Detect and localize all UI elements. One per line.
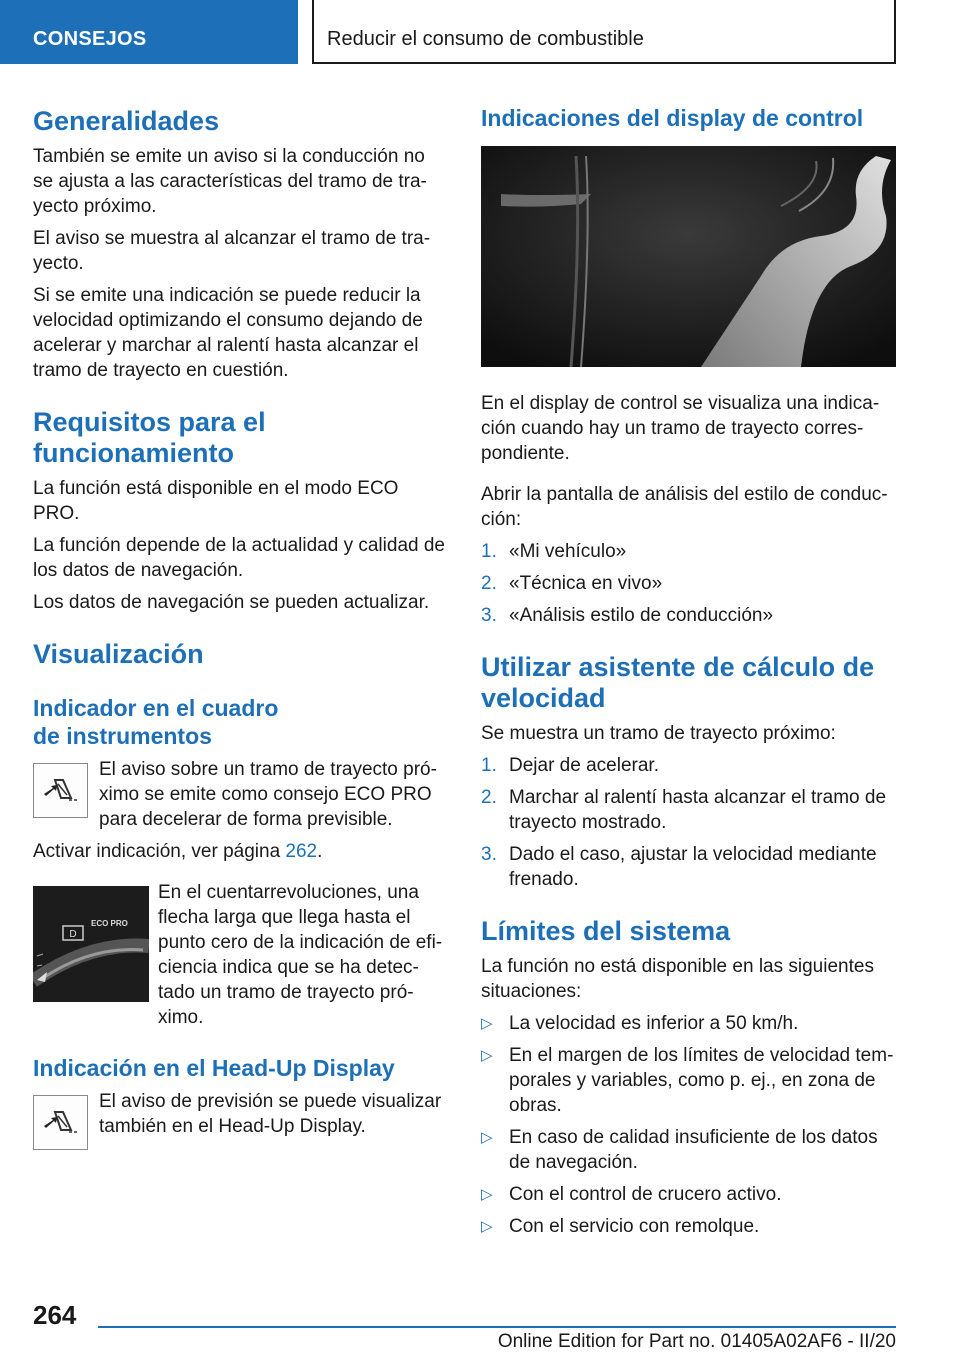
tachometer-mode-label: ECO PRO <box>91 919 128 928</box>
list-item <box>481 1125 896 1175</box>
footer-divider <box>98 1326 896 1328</box>
tachometer-note <box>33 880 446 1030</box>
step-number: 3. <box>481 844 497 865</box>
heading-indicaciones-display: Indicaciones del display de control <box>481 105 864 131</box>
triangle-bullet-icon: ▷ <box>481 1129 493 1146</box>
step-text: «Mi vehículo» <box>509 541 627 562</box>
step-number: 3. <box>481 605 497 626</box>
paragraph: La función depende de la actualidad y calidad de los datos de navegación. <box>33 535 445 581</box>
paragraph: Se muestra un tramo de trayecto próximo: <box>481 723 836 744</box>
step-number: 1. <box>481 541 497 562</box>
activar-reference <box>33 839 446 864</box>
tachometer-gear-label: D <box>69 929 77 940</box>
list-item <box>481 785 896 835</box>
paragraph: También se emite un aviso si la conducción no se ajusta a las características del tramo de tra-yecto próximo. <box>33 146 427 217</box>
heading-limites-sistema: Límites del sistema <box>481 916 731 946</box>
heading-visualizacion: Visualización <box>33 639 204 669</box>
triangle-bullet-icon: ▷ <box>481 1186 493 1203</box>
step-number: 1. <box>481 755 497 776</box>
menu-steps-list <box>481 539 896 628</box>
list-item <box>481 1011 896 1036</box>
list-item <box>481 1214 896 1239</box>
list-item <box>481 571 896 596</box>
paragraph: El aviso de previsión se puede visualizar también en el Head-Up Display. <box>99 1091 442 1137</box>
paragraph: En el cuentarrevoluciones, una flecha larga que llega hasta el punto cero de la indicación de efi-ciencia indica que se ha detec-tado un tramo de trayecto pró-ximo. <box>158 882 443 1028</box>
list-text: En caso de calidad insuficiente de los datos de navegación. <box>509 1127 878 1173</box>
paragraph: Si se emite una indicación se puede reducir la velocidad optimizando el consumo dejando de acelerar y marchar al ralentí hasta alcanzar el tramo de trayecto en cuestión. <box>33 285 423 381</box>
step-text: «Técnica en vivo» <box>509 573 663 594</box>
list-text: En el margen de los límites de velocidad tem-porales y variables, como p. ej., en zona de obras. <box>509 1045 894 1116</box>
heading-asistente-velocidad: Utilizar asistente de cálculo de velocidad <box>481 652 875 713</box>
indicator-note <box>33 757 446 832</box>
step-text: Dado el caso, ajustar la velocidad mediante frenado. <box>509 844 877 890</box>
asistente-steps-list <box>481 753 896 892</box>
paragraph: Abrir la pantalla de análisis del estilo de conduc-ción: <box>481 484 888 530</box>
paragraph: En el display de control se visualiza una indica-ción cuando hay un tramo de trayecto corres-pondiente. <box>481 393 880 464</box>
step-text: «Análisis estilo de conducción» <box>509 605 774 626</box>
step-text: Dejar de acelerar. <box>509 755 659 776</box>
activar-text: Activar indicación, ver página <box>33 841 286 862</box>
triangle-bullet-icon: ▷ <box>481 1218 493 1235</box>
left-column <box>33 96 446 1150</box>
activar-suffix: . <box>317 841 323 862</box>
triangle-bullet-icon: ▷ <box>481 1047 493 1064</box>
list-item <box>481 1182 896 1207</box>
step-number: 2. <box>481 787 497 808</box>
paragraph: El aviso se muestra al alcanzar el tramo de tra-yecto. <box>33 228 431 274</box>
footer-edition: Online Edition for Part no. 01405A02AF6 - II/20 <box>497 1331 896 1352</box>
heading-requisitos: Requisitos para el funcionamiento <box>33 407 266 468</box>
paragraph: Los datos de navegación se pueden actualizar. <box>33 592 430 613</box>
list-item <box>481 539 896 564</box>
road-section-display-image <box>481 146 896 367</box>
paragraph: El aviso sobre un tramo de trayecto pró-ximo se emite como consejo ECO PRO para decelerar de forma previsible. <box>99 759 437 830</box>
paragraph: La función no está disponible en las siguientes situaciones: <box>481 956 874 1002</box>
page-number: 264 <box>33 1300 77 1330</box>
list-text: Con el servicio con remolque. <box>509 1216 760 1237</box>
heading-indicador-cuadro: Indicador en el cuadro de instrumentos <box>33 695 279 749</box>
eco-road-warning-icon <box>33 763 88 818</box>
eco-road-warning-icon <box>33 1095 88 1150</box>
list-item <box>481 1043 896 1118</box>
list-text: Con el control de crucero activo. <box>509 1184 782 1205</box>
list-item <box>481 753 896 778</box>
tachometer-eco-pro-image <box>33 886 149 1002</box>
heading-generalidades: Generalidades <box>33 106 220 136</box>
step-number: 2. <box>481 573 497 594</box>
hud-note <box>33 1089 446 1150</box>
page-link-262[interactable]: 262 <box>285 841 318 862</box>
step-text: Marchar al ralentí hasta alcanzar el tramo de trayecto mostrado. <box>509 787 887 833</box>
heading-head-up-display: Indicación en el Head-Up Display <box>33 1055 395 1081</box>
triangle-bullet-icon: ▷ <box>481 1015 493 1032</box>
list-item <box>481 603 896 628</box>
list-item <box>481 842 896 892</box>
paragraph: La función está disponible en el modo ECO PRO. <box>33 478 399 524</box>
limites-list <box>481 1011 896 1239</box>
list-text: La velocidad es inferior a 50 km/h. <box>509 1013 799 1034</box>
right-column <box>481 96 896 1239</box>
page-header-title: Reducir el consumo de combustible <box>312 0 896 64</box>
section-tab: CONSEJOS <box>0 0 298 64</box>
